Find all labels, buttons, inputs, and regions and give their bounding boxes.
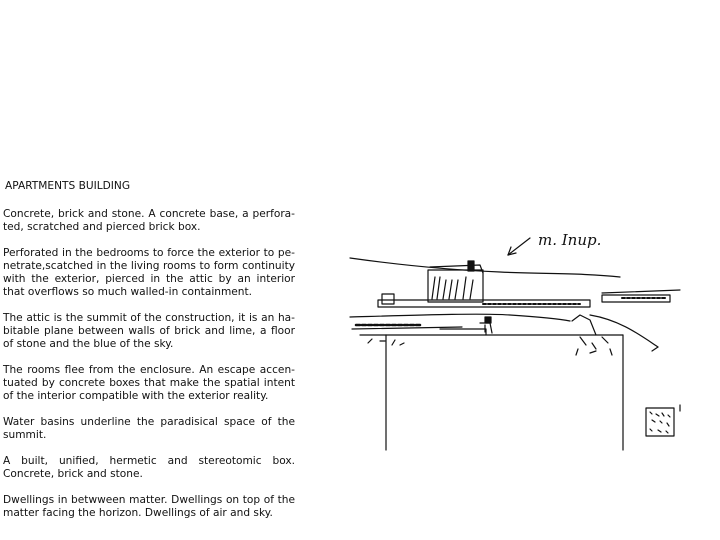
arrow-icon xyxy=(508,238,530,255)
building-box xyxy=(360,325,623,450)
sketch-annotation: m. Inup. xyxy=(538,231,602,249)
horizon-line xyxy=(350,258,620,277)
paragraph-4: The rooms flee from the enclosure. An escape accen-tuated by concrete boxes that make the spatial intent of the interior compatible with the exterior reality. xyxy=(3,364,295,402)
text-column xyxy=(3,180,295,533)
paragraph-3: The attic is the summit of the construction, it is an ha-bitable plane between walls of brick and lime, a floor of stone and the blue of the sky. xyxy=(3,312,295,350)
attic-volume xyxy=(428,261,483,302)
paragraph-2: Perforated in the bedrooms to force the exterior to pe-netrate,scatched in the living rooms to form continuity with the exterior, pierced in the attic by an interior that overflows so much walled-in containment. xyxy=(3,247,295,298)
paragraph-7: Dwellings in betwween matter. Dwellings on top of the matter facing the horizon. Dwellings of air and sky. xyxy=(3,494,295,519)
hatched-square xyxy=(646,405,680,436)
paragraph-1: Concrete, brick and stone. A concrete base, a perfora-ted, scratched and pierced brick box. xyxy=(3,208,295,233)
section-sketch xyxy=(340,225,700,455)
document-title: APARTMENTS BUILDING xyxy=(5,180,131,192)
roof-level xyxy=(350,314,658,351)
paragraph-5: Water basins underline the paradisical space of the summit. xyxy=(3,416,295,441)
middle-band xyxy=(378,290,680,307)
paragraph-6: A built, unified, hermetic and stereotomic box. Concrete, brick and stone. xyxy=(3,455,295,480)
